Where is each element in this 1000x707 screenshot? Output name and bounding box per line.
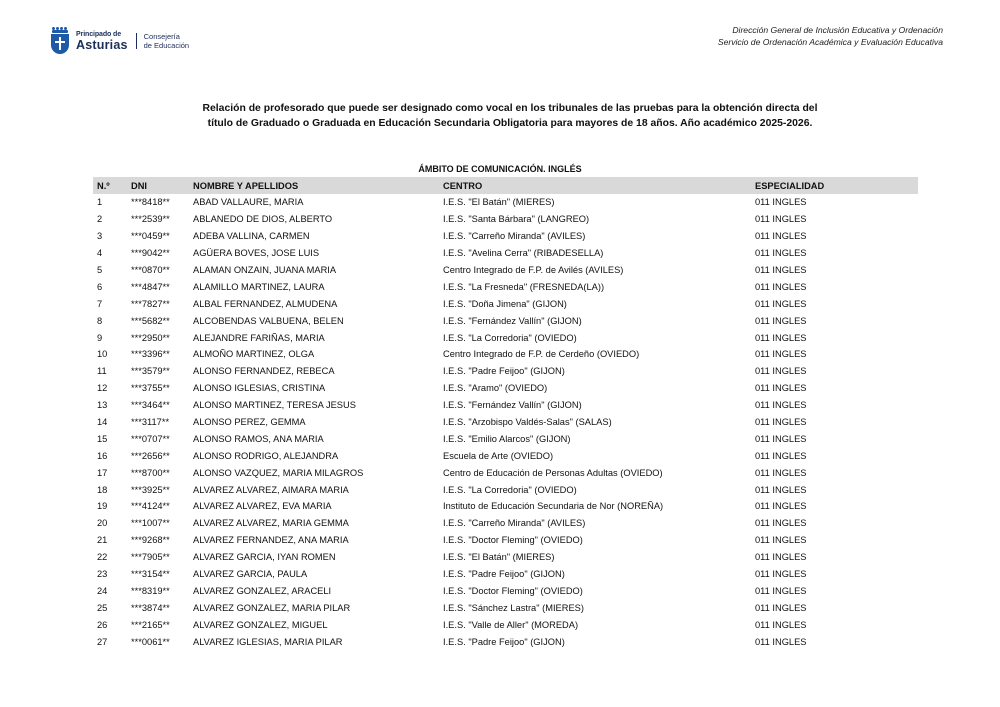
cell-dni: ***3396** (131, 349, 170, 360)
table-row (93, 397, 918, 414)
cell-centro: I.E.S. "La Corredoria" (OVIEDO) (443, 484, 577, 495)
cell-especialidad: 011 INGLES (755, 602, 807, 613)
table-row (93, 464, 918, 481)
cell-dni: ***7827** (131, 298, 170, 309)
cell-dni: ***3154** (131, 569, 170, 580)
cell-name: ALVAREZ ALVAREZ, MARIA GEMMA (193, 518, 349, 529)
department-line1: Consejería (143, 31, 180, 41)
cell-dni: ***3464** (131, 400, 170, 411)
cell-especialidad: 011 INGLES (755, 214, 807, 225)
cell-especialidad: 011 INGLES (755, 265, 807, 275)
cell-number: 21 (97, 535, 108, 546)
cell-number: 10 (97, 349, 108, 360)
cell-centro: I.E.S. "Carreño Miranda" (AVILES) (443, 518, 586, 529)
org-line2: Servicio de Ordenación Académica y Evaluación Educativa (717, 37, 943, 48)
cell-especialidad: 011 INGLES (755, 281, 807, 292)
cell-centro: I.E.S. "Sánchez Lastra" (MIERES) (443, 602, 584, 613)
cell-especialidad: 011 INGLES (755, 248, 807, 259)
cell-centro: I.E.S. "El Batán" (MIERES) (443, 197, 555, 208)
cell-especialidad: 011 INGLES (755, 400, 807, 411)
cell-centro: I.E.S. "La Corredoria" (OVIEDO) (443, 332, 577, 343)
title-line1: Relación de profesorado que puede ser designado como vocal en los tribunales de las pruebas para la obtención directa del (202, 103, 818, 114)
cell-centro: I.E.S. "Padre Feijoo" (GIJON) (443, 636, 565, 647)
organization-header (718, 24, 943, 48)
scope-heading: ÁMBITO DE COMUNICACIÓN. INGLÉS (418, 164, 582, 174)
cell-especialidad: 011 INGLES (755, 315, 807, 326)
cell-number: 16 (97, 450, 108, 461)
cell-centro: I.E.S. "Valle de Aller" (MOREDA) (443, 619, 579, 630)
cell-especialidad: 011 INGLES (755, 467, 807, 478)
cell-number: 17 (97, 467, 108, 478)
table-row (93, 515, 918, 532)
cell-name: ALMOÑO MARTINEZ, OLGA (193, 349, 315, 360)
cell-number: 15 (97, 433, 108, 444)
teachers-table (93, 177, 918, 650)
cell-number: 25 (97, 602, 108, 613)
table-row (93, 616, 918, 633)
cell-name: ALVAREZ GONZALEZ, ARACELI (193, 585, 332, 596)
cell-name: ALBAL FERNANDEZ, ALMUDENA (193, 298, 338, 309)
cell-number: 26 (97, 619, 108, 630)
cell-dni: ***8418** (131, 197, 170, 208)
brand-line1: Principado de (76, 30, 121, 38)
title-line2: título de Graduado o Graduada en Educación Secundaria Obligatoria para mayores de 18 años. Año académico 2025-2026. (207, 118, 813, 130)
table-row (93, 262, 918, 279)
cell-dni: ***4847** (131, 281, 170, 292)
cell-number: 11 (97, 366, 107, 377)
cell-dni: ***0870** (131, 265, 170, 275)
cell-especialidad: 011 INGLES (755, 585, 807, 596)
column-header-especialidad: ESPECIALIDAD (755, 180, 825, 191)
cell-centro: I.E.S. "Emilio Alarcos" (GIJON) (443, 433, 571, 444)
table-row (93, 532, 918, 549)
cell-especialidad: 011 INGLES (755, 484, 807, 495)
cell-name: ADEBA VALLINA, CARMEN (193, 231, 310, 242)
cell-centro: I.E.S. "Santa Bárbara" (LANGREO) (443, 214, 590, 225)
cell-name: ABLANEDO DE DIOS, ALBERTO (193, 214, 333, 225)
table-body (93, 194, 918, 650)
cell-name: ALVAREZ GARCIA, IYAN ROMEN (193, 552, 336, 563)
cell-centro: I.E.S. "Padre Feijoo" (GIJON) (443, 569, 565, 580)
cell-dni: ***1007** (131, 518, 170, 529)
cell-number: 13 (97, 400, 108, 411)
table-row (93, 414, 918, 431)
document-title (100, 101, 920, 131)
cell-number: 23 (97, 569, 108, 580)
cell-especialidad: 011 INGLES (755, 450, 807, 461)
cell-centro: I.E.S. "Carreño Miranda" (AVILES) (443, 231, 586, 242)
column-header-dni: DNI (131, 180, 148, 191)
cell-centro: Instituto de Educación Secundaria de Nor (NOREÑA) (443, 501, 664, 512)
cell-name: ALVAREZ GARCIA, PAULA (193, 569, 308, 580)
table-row (93, 566, 918, 583)
table-row (93, 549, 918, 566)
cell-centro: I.E.S. "Fernández Vallín" (GIJON) (443, 315, 582, 326)
table-row (93, 498, 918, 515)
brand-name (76, 31, 128, 52)
table-row (93, 312, 918, 329)
cell-name: ALVAREZ GONZALEZ, MIGUEL (193, 619, 328, 630)
cell-dni: ***8319** (131, 585, 170, 596)
cell-centro: I.E.S. "Doctor Fleming" (OVIEDO) (443, 535, 583, 546)
column-header-centro: CENTRO (443, 180, 483, 191)
cell-dni: ***2165** (131, 619, 170, 630)
cell-especialidad: 011 INGLES (755, 197, 807, 208)
brand-line2: Asturias (76, 37, 128, 52)
table-row (93, 599, 918, 616)
cell-especialidad: 011 INGLES (755, 298, 807, 309)
cell-especialidad: 011 INGLES (755, 383, 807, 394)
cell-number: 6 (97, 281, 103, 292)
cell-especialidad: 011 INGLES (755, 231, 807, 242)
cell-especialidad: 011 INGLES (755, 366, 807, 377)
cell-name: ALONSO IGLESIAS, CRISTINA (193, 383, 326, 394)
cell-number: 9 (97, 332, 103, 343)
cell-number: 12 (97, 383, 108, 394)
cell-number: 27 (97, 636, 108, 647)
cell-number: 3 (97, 231, 103, 242)
cell-centro: I.E.S. "El Batán" (MIERES) (443, 552, 555, 563)
cell-especialidad: 011 INGLES (755, 332, 807, 343)
org-line1: Dirección General de Inclusión Educativa y Ordenación (732, 25, 943, 35)
cell-dni: ***0707** (131, 433, 170, 444)
cell-centro: I.E.S. "Avelina Cerra" (RIBADESELLA) (443, 248, 604, 259)
table-row (93, 346, 918, 363)
cell-number: 5 (97, 265, 103, 275)
table-row (93, 295, 918, 312)
table-row (93, 211, 918, 228)
column-header-name: NOMBRE Y APELLIDOS (193, 180, 299, 191)
cell-number: 24 (97, 585, 108, 596)
cell-dni: ***4124** (131, 501, 170, 512)
table-row (93, 194, 918, 211)
logo-divider (136, 33, 137, 49)
table-row (93, 363, 918, 380)
cell-name: ALONSO RODRIGO, ALEJANDRA (193, 450, 339, 461)
cell-centro: I.E.S. "Padre Feijoo" (GIJON) (443, 366, 565, 377)
cell-centro: I.E.S. "Aramo" (OVIEDO) (443, 383, 548, 394)
cell-centro: Centro de Educación de Personas Adultas (OVIEDO) (443, 467, 663, 478)
table-row (93, 633, 918, 650)
cell-dni: ***0061** (131, 636, 170, 647)
cell-centro: I.E.S. "Doctor Fleming" (OVIEDO) (443, 585, 583, 596)
table-row (93, 582, 918, 599)
column-header-number: N.º (97, 180, 110, 191)
cell-especialidad: 011 INGLES (755, 433, 807, 444)
table-row (93, 447, 918, 464)
cell-dni: ***5682** (131, 315, 170, 326)
cell-name: ALAMAN ONZAIN, JUANA MARIA (193, 265, 337, 275)
table-row (93, 430, 918, 447)
table-header-row (93, 177, 918, 194)
cell-centro: Centro Integrado de F.P. de Avilés (AVILES) (443, 265, 624, 275)
department-line2: de Educación (143, 41, 190, 50)
cell-dni: ***9268** (131, 535, 170, 546)
cell-centro: Centro Integrado de F.P. de Cerdeño (OVIEDO) (443, 349, 640, 360)
principado-asturias-logo (50, 27, 189, 55)
cell-centro: I.E.S. "Arzobispo Valdés-Salas" (SALAS) (443, 417, 612, 428)
cell-number: 8 (97, 315, 103, 326)
cell-dni: ***3755** (131, 383, 170, 394)
cell-especialidad: 011 INGLES (755, 619, 807, 630)
cell-number: 22 (97, 552, 108, 563)
cell-number: 7 (97, 298, 103, 309)
cell-name: ALVAREZ FERNANDEZ, ANA MARIA (193, 535, 349, 546)
cell-number: 14 (97, 417, 108, 428)
table-row (93, 481, 918, 498)
cell-especialidad: 011 INGLES (755, 417, 807, 428)
cell-dni: ***9042** (131, 248, 170, 259)
cell-name: ALVAREZ GONZALEZ, MARIA PILAR (193, 602, 351, 613)
cell-dni: ***8700** (131, 467, 170, 478)
cell-especialidad: 011 INGLES (755, 501, 807, 512)
cell-name: ALONSO MARTINEZ, TERESA JESUS (193, 400, 356, 411)
cell-especialidad: 011 INGLES (755, 518, 807, 529)
cell-name: AGÜERA BOVES, JOSE LUIS (193, 248, 320, 259)
cell-centro: I.E.S. "Fernández Vallín" (GIJON) (443, 400, 582, 411)
cell-name: ALVAREZ ALVAREZ, AIMARA MARIA (193, 484, 349, 495)
cell-especialidad: 011 INGLES (755, 569, 807, 580)
cell-number: 2 (97, 214, 103, 225)
cell-number: 1 (97, 197, 103, 208)
cell-name: ALAMILLO MARTINEZ, LAURA (193, 281, 325, 292)
cell-especialidad: 011 INGLES (755, 535, 807, 546)
cell-name: ALEJANDRE FARIÑAS, MARIA (193, 332, 325, 343)
cell-number: 19 (97, 501, 108, 512)
cell-name: ALONSO FERNANDEZ, REBECA (193, 366, 335, 377)
cell-centro: Escuela de Arte (OVIEDO) (443, 450, 554, 461)
cell-name: ALVAREZ IGLESIAS, MARIA PILAR (193, 636, 343, 647)
cell-especialidad: 011 INGLES (755, 349, 807, 360)
table-row (93, 278, 918, 295)
cell-dni: ***7905** (131, 552, 170, 563)
cell-name: ALONSO VAZQUEZ, MARIA MILAGROS (193, 467, 364, 478)
table-row (93, 329, 918, 346)
cell-dni: ***3579** (131, 366, 170, 377)
cell-number: 4 (97, 248, 103, 259)
cell-centro: I.E.S. "Doña Jimena" (GIJON) (443, 298, 567, 309)
cell-dni: ***3117** (131, 417, 170, 428)
cell-name: ABAD VALLAURE, MARIA (193, 197, 304, 208)
asturias-shield-icon (50, 27, 70, 55)
cell-dni: ***3874** (131, 602, 170, 613)
cell-number: 20 (97, 518, 108, 529)
table-row (93, 228, 918, 245)
table-row (93, 245, 918, 262)
cell-especialidad: 011 INGLES (755, 552, 807, 563)
cell-centro: I.E.S. "La Fresneda" (FRESNEDA(LA)) (443, 281, 605, 292)
cell-dni: ***2656** (131, 450, 170, 461)
cell-name: ALCOBENDAS VALBUENA, BELEN (193, 315, 344, 326)
table-row (93, 380, 918, 397)
cell-dni: ***2539** (131, 214, 170, 225)
cell-name: ALONSO PEREZ, GEMMA (193, 417, 306, 428)
cell-number: 18 (97, 484, 108, 495)
cell-name: ALONSO RAMOS, ANA MARIA (193, 433, 324, 444)
cell-dni: ***2950** (131, 332, 170, 343)
department-name (144, 32, 189, 51)
cell-especialidad: 011 INGLES (755, 636, 807, 647)
cell-dni: ***0459** (131, 231, 170, 242)
cell-name: ALVAREZ ALVAREZ, EVA MARIA (193, 501, 332, 512)
cell-dni: ***3925** (131, 484, 170, 495)
